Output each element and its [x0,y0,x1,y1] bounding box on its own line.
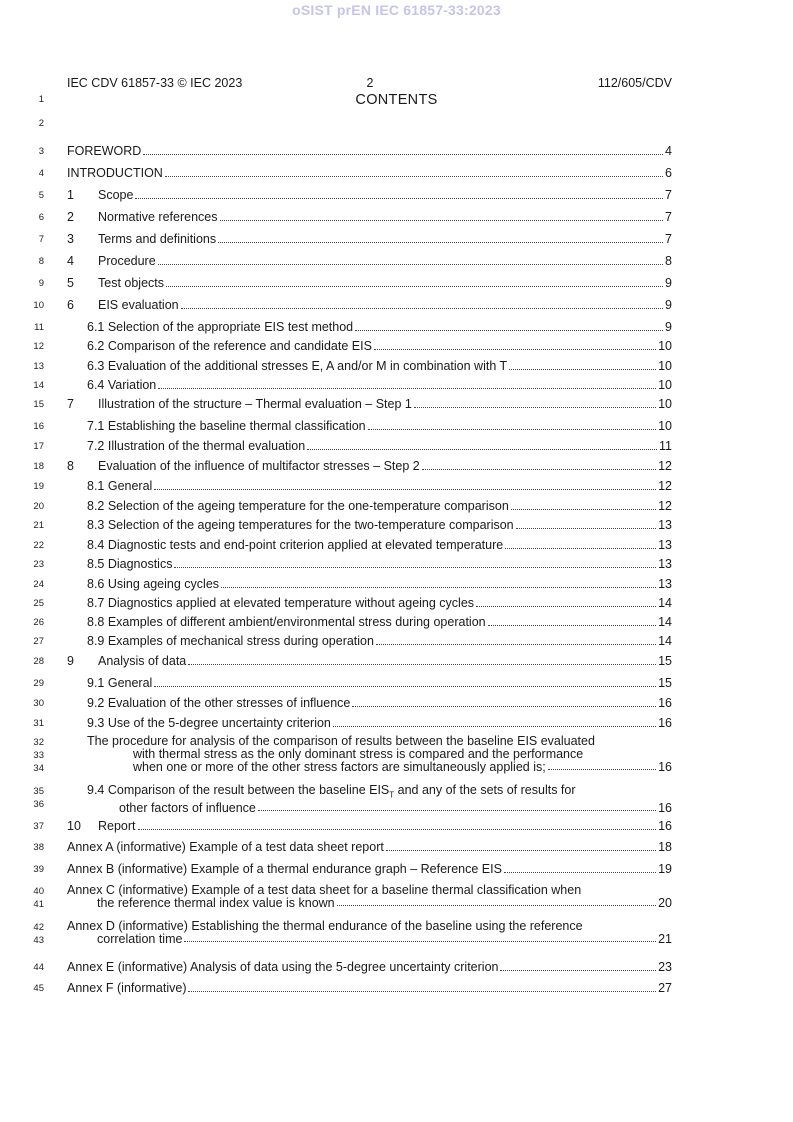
toc-entry[interactable] [67,338,672,354]
toc-section-number: 9 [67,654,74,668]
line-number: 16 [33,421,44,432]
toc-entry-title: 8.7 Diagnostics applied at elevated temperature without ageing cycles [87,596,475,610]
toc-entry-title: 6.1 Selection of the appropriate EIS test method [87,320,354,334]
toc-leader-dots [184,941,656,942]
toc-entry[interactable] [67,695,672,711]
toc-section-number: 4 [67,254,74,268]
line-number: 5 [38,190,44,201]
toc-entry[interactable] [67,980,672,996]
toc-section-number: 10 [67,819,81,833]
toc-leader-dots [158,264,663,265]
line-number: 43 [33,935,44,946]
toc-section-number: 6 [67,298,74,312]
toc-entry[interactable] [67,556,672,572]
line-number: 21 [33,520,44,531]
toc-leader-dots [368,429,656,430]
toc-entry-title: 8.9 Examples of mechanical stress during operation [87,634,374,648]
toc-page-number: 16 [658,800,672,815]
toc-page-number: 18 [658,840,672,854]
toc-leader-dots [181,308,663,309]
toc-entry[interactable] [67,614,672,630]
toc-entry-annex-c[interactable] [67,884,672,910]
toc-page-number: 15 [658,654,672,668]
toc-entry-title: 4 Procedure [67,254,156,268]
line-number: 40 [33,886,44,897]
line-number: 28 [33,656,44,667]
line-number: 34 [33,763,44,774]
toc-entry-title: 7.1 Establishing the baseline thermal classification [87,419,366,433]
toc-page-number: 7 [665,188,672,202]
toc-entry[interactable] [67,377,672,393]
toc-leader-dots [511,509,656,510]
toc-leader-dots [220,220,664,221]
line-number: 42 [33,922,44,933]
toc-entry-9-4[interactable] [67,784,672,815]
toc-entry-title: other factors of influence [119,800,256,815]
line-number: 30 [33,698,44,709]
toc-entry-title: the reference thermal index value is known [97,896,335,910]
toc-leader-dots [158,388,656,389]
toc-leader-dots [386,850,656,851]
toc-entry[interactable] [67,715,672,731]
line-number: 35 [33,786,44,797]
line-number: 44 [33,962,44,973]
line-number: 19 [33,481,44,492]
line-number: 23 [33,559,44,570]
toc-page-number: 7 [665,210,672,224]
toc-leader-dots [188,664,656,665]
toc-entry-title: 8.5 Diagnostics [87,557,173,571]
toc-page-number: 4 [665,144,672,158]
line-number: 25 [33,598,44,609]
toc-entry[interactable] [67,143,672,159]
toc-leader-dots [422,469,656,470]
toc-entry[interactable] [67,297,672,313]
toc-page-number: 27 [658,981,672,995]
line-number: 37 [33,821,44,832]
toc-entry-title: 9.1 General [87,676,153,690]
toc-page-number: 9 [665,276,672,290]
line-number: 12 [33,341,44,352]
header-document-id: IEC CDV 61857-33 © IEC 2023 [67,76,243,90]
toc-leader-dots [138,829,657,830]
line-number: 22 [33,540,44,551]
toc-entry[interactable] [67,861,672,877]
toc-page-number: 8 [665,254,672,268]
line-number: 2 [38,118,44,129]
line-number: 45 [33,983,44,994]
toc-entry[interactable] [67,653,672,669]
toc-entry-procedure[interactable] [67,735,672,774]
toc-page-number: 10 [658,339,672,353]
toc-entry[interactable] [67,517,672,533]
toc-leader-dots [352,706,656,707]
line-number: 33 [33,750,44,761]
line-number: 36 [33,799,44,810]
toc-entry[interactable] [67,438,672,454]
toc-entry[interactable] [67,959,672,975]
toc-entry-title: 7.2 Illustration of the thermal evaluation [87,439,306,453]
toc-page-number: 11 [659,439,672,453]
line-number: 15 [33,399,44,410]
toc-entry-title: Annex B (informative) Example of a thermal endurance graph – Reference EIS [67,862,502,876]
toc-entry-title: Annex D (informative) Establishing the thermal endurance of the baseline using the reference [67,919,583,933]
toc-entry-title: 6.4 Variation [87,378,157,392]
toc-entry[interactable] [67,818,672,834]
line-number: 29 [33,678,44,689]
toc-leader-dots [174,567,656,568]
line-number: 31 [33,718,44,729]
toc-leader-dots [504,872,656,873]
toc-entry-title: INTRODUCTION [67,166,163,180]
toc-page-number: 19 [658,862,672,876]
toc-entry-title: with thermal stress as the only dominant stress is compared and the performance [133,747,584,761]
toc-section-number: 7 [67,397,74,411]
page-title: CONTENTS [355,92,438,108]
line-number: 24 [33,579,44,590]
toc-page-number: 16 [658,696,672,710]
toc-entry-title: Annex A (informative) Example of a test data sheet report [67,840,384,854]
toc-leader-dots [258,810,656,811]
toc-page-number: 21 [658,932,672,946]
toc-leader-dots [154,686,656,687]
toc-page-number: 16 [658,819,672,833]
toc-entry-title: The procedure for analysis of the comparison of results between the baseline EIS evaluated [87,734,595,748]
toc-page-number: 14 [658,596,672,610]
toc-entry[interactable] [67,839,672,855]
toc-entry[interactable] [67,358,672,374]
toc-leader-dots [337,905,656,906]
header-page-number: 2 [366,76,374,90]
toc-page-number: 13 [658,577,672,591]
line-number: 18 [33,461,44,472]
toc-entry-title: 9.2 Evaluation of the other stresses of influence [87,696,351,710]
toc-entry-title: 7 Illustration of the structure – Thermal evaluation – Step 1 [67,397,412,411]
toc-section-number: 2 [67,210,74,224]
toc-page-number: 10 [658,378,672,392]
toc-page-number: 9 [665,320,672,334]
toc-leader-dots [374,349,656,350]
toc-entry-title: 9.3 Use of the 5-degree uncertainty criterion [87,716,331,730]
toc-page-number: 23 [658,960,672,974]
toc-entry-title: 8.6 Using ageing cycles [87,577,220,591]
toc-entry[interactable] [67,231,672,247]
toc-leader-dots [488,625,656,626]
toc-page-number: 9 [665,298,672,312]
toc-entry-title: 8 Evaluation of the influence of multifactor stresses – Step 2 [67,459,420,473]
toc-page-number: 12 [658,499,672,513]
toc-leader-dots [135,198,663,199]
toc-entry-title: 3 Terms and definitions [67,232,217,246]
toc-section-number: 8 [67,459,74,473]
subscript-t: T [389,790,395,800]
line-number: 11 [34,322,44,333]
toc-leader-dots [548,769,656,770]
toc-leader-dots [307,449,657,450]
toc-entry[interactable] [67,418,672,434]
toc-entry[interactable] [67,537,672,553]
toc-entry-title: 2 Normative references [67,210,218,224]
line-number: 4 [38,168,44,179]
line-number: 32 [33,737,44,748]
toc-entry[interactable] [67,319,672,335]
toc-entry-title: 8.8 Examples of different ambient/environmental stress during operation [87,615,486,629]
line-number: 26 [33,617,44,628]
toc-leader-dots [355,330,663,331]
toc-entry-title: 6.2 Comparison of the reference and candidate EIS [87,339,372,353]
toc-entry[interactable] [67,165,672,181]
toc-entry-title: FOREWORD [67,144,142,158]
toc-page-number: 15 [658,676,672,690]
toc-entry-title: 5 Test objects [67,276,165,290]
toc-entry-annex-d[interactable] [67,920,672,946]
toc-page-number: 10 [658,359,672,373]
toc-leader-dots [143,154,663,155]
toc-entry-title: 9.4 Comparison of the result between the baseline $EIS_T$ and any of the sets of results for [87,783,576,800]
toc-entry-title: 1 Scope [67,188,134,202]
toc-entry[interactable] [67,458,672,474]
header-document-ref: 112/605/CDV [597,76,672,90]
line-number: 17 [33,441,44,452]
toc-leader-dots [333,726,656,727]
toc-leader-dots [509,369,656,370]
toc-leader-dots [476,606,656,607]
toc-section-number: 1 [67,188,74,202]
toc-entry[interactable] [67,633,672,649]
toc-entry[interactable] [67,209,672,225]
toc-entry-title: Annex C (informative) Example of a test data sheet for a baseline thermal classification when [67,883,582,897]
toc-entry-title: Annex E (informative) Analysis of data using the 5-degree uncertainty criterion [67,960,499,974]
line-number: 9 [38,278,44,289]
toc-page-number: 12 [658,459,672,473]
toc-entry-title: 9 Analysis of data [67,654,187,668]
toc-page-number: 7 [665,232,672,246]
toc-entry-title: 6.3 Evaluation of the additional stresses E, A and/or M in combination with T [87,359,508,373]
toc-page-number: 13 [658,518,672,532]
toc-page-number: 16 [658,716,672,730]
line-number: 7 [38,234,44,245]
toc-leader-dots [188,991,656,992]
toc-entry[interactable] [67,253,672,269]
toc-leader-dots [166,286,663,287]
line-number: 10 [33,300,44,311]
toc-leader-dots [221,587,656,588]
toc-entry[interactable] [67,576,672,592]
toc-entry-title: 8.2 Selection of the ageing temperature for the one-temperature comparison [87,499,509,513]
toc-entry-title: correlation time [97,932,183,946]
toc-page-number: 6 [665,166,672,180]
toc-leader-dots [505,548,656,549]
watermark: oSIST prEN IEC 61857-33:2023 [292,2,501,18]
toc-entry-title: 8.1 General [87,479,153,493]
toc-page-number: 20 [658,896,672,910]
toc-entry[interactable] [67,595,672,611]
line-number: 14 [33,380,44,391]
toc-page-number: 12 [658,479,672,493]
toc-leader-dots [516,528,656,529]
toc-page-number: 13 [658,557,672,571]
toc-page-number: 10 [658,397,672,411]
line-number: 6 [38,212,44,223]
line-number: 27 [33,636,44,647]
toc-entry[interactable] [67,498,672,514]
toc-page-number: 10 [658,419,672,433]
line-number: 3 [38,146,44,157]
toc-entry-title: 8.3 Selection of the ageing temperatures for the two-temperature comparison [87,518,514,532]
line-number: 41 [33,899,44,910]
toc-entry[interactable] [67,396,672,412]
line-number: 8 [38,256,44,267]
toc-entry-title: 10 Report [67,819,136,833]
toc-leader-dots [500,970,656,971]
toc-entry[interactable] [67,187,672,203]
toc-section-number: 3 [67,232,74,246]
toc-section-number: 5 [67,276,74,290]
line-number: 20 [33,501,44,512]
toc-leader-dots [154,489,656,490]
line-number: 38 [33,842,44,853]
toc-page-number: 14 [658,615,672,629]
toc-page-number: 13 [658,538,672,552]
toc-leader-dots [414,407,656,408]
line-number: 1 [38,94,44,105]
toc-entry-title: 8.4 Diagnostic tests and end-point criterion applied at elevated temperature [87,538,504,552]
toc-leader-dots [218,242,663,243]
toc-entry-title: when one or more of the other stress factors are simultaneously applied is; [133,760,546,774]
toc-entry[interactable] [67,478,672,494]
toc-entry[interactable] [67,275,672,291]
toc-entry-title: Annex F (informative) [67,981,187,995]
toc-leader-dots [165,176,663,177]
toc-page-number: 14 [658,634,672,648]
toc-page-number: 16 [658,760,672,774]
toc-entry[interactable] [67,675,672,691]
line-number: 13 [33,361,44,372]
toc-entry-title: 6 EIS evaluation [67,298,179,312]
toc-leader-dots [376,644,656,645]
line-number: 39 [33,864,44,875]
